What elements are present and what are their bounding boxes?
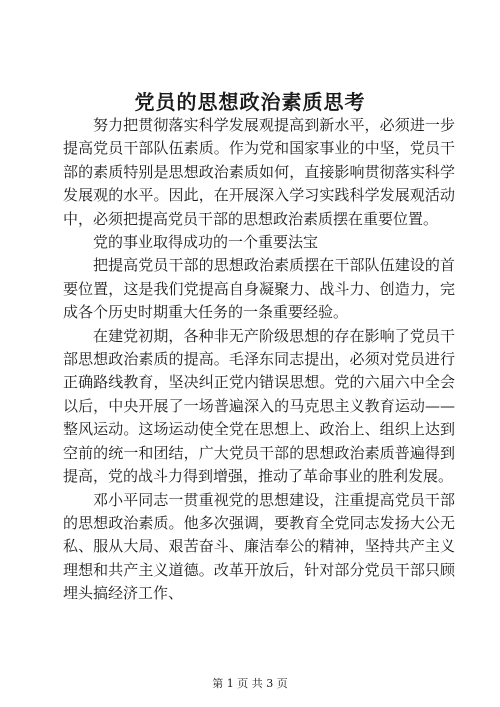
paragraph-intro: 努力把贯彻落实科学发展观提高到新水平，必须进一步提高党员干部队伍素质。作为党和国家事业的中坚，党员干部的素质特别是思想政治素质如何，直接影响贯彻落实科学发展观的水平。因此，在开展深入学习实践科学发展观活动中，必须把提高党员干部的思想政治素质摆在重要位置。 (63, 116, 455, 228)
paragraph-experience: 把提高党员干部的思想政治素质摆在干部队伍建设的首要位置，这是我们党提高自身凝聚力、战斗力、创造力，完成各个历史时期重大任务的一条重要经验。 (63, 256, 455, 322)
section-heading: 党的事业取得成功的一个重要法宝 (93, 233, 319, 252)
document-title: 党员的思想政治素质思考 (134, 90, 366, 114)
paragraph-deng-xiaoping: 邓小平同志一贯重视党的思想建设，注重提高党员干部的思想政治素质。他多次强调，要教育全党同志发扬大公无私、服从大局、艰苦奋斗、廉洁奉公的精神，坚持共产主义理想和共产主义道德。改革开放后，针对部分党员干部只顾埋头搞经济工作、 (63, 490, 455, 603)
paragraph-early-party: 在建党初期，各种非无产阶级思想的存在影响了党员干部思想政治素质的提高。毛泽东同志提出，必须对党员进行正确路线教育，坚决纠正党内错误思想。党的六届六中全会以后，中央开展了一场普遍深入的马克思主义教育运动——整风运动。这场运动使全党在思想上、政治上、组织上达到空前的统一和团结，广大党员干部的思想政治素质普遍得到提高，党的战斗力得到增强，推动了革命事业的胜利发展。 (63, 326, 455, 486)
page-number-footer: 第 1 页 共 3 页 (212, 677, 288, 690)
document-body (63, 114, 455, 606)
